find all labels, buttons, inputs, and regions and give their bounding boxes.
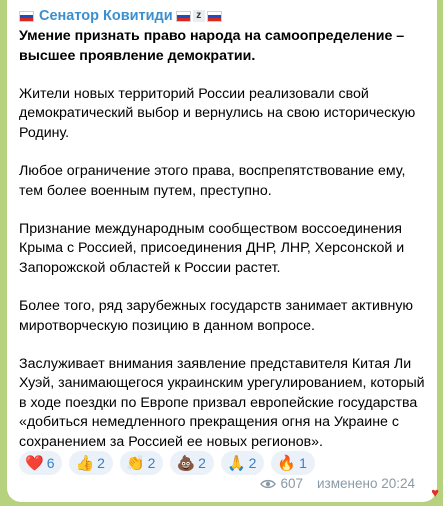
heart-icon[interactable]: ♥	[431, 485, 439, 500]
message-meta	[260, 476, 415, 491]
reaction-poop[interactable]	[170, 451, 213, 475]
message-paragraph: Любое ограничение этого права, воспрепятствование ему, тем более военным путем, преступно.	[19, 162, 406, 199]
channel-name[interactable]: Сенатор Ковитиди	[39, 8, 173, 24]
clapping-hands-icon: 👏	[125, 453, 145, 472]
message-paragraph: Заслуживает внимания заявление представителя Китая Ли Хуэй, занимающегося украинским урегулированием, который в ходе поездки по Европе призвал европейские государства «добиться немедленного прекращения огня на Украине с сохранением за Россией ее новых регионов».	[19, 355, 425, 450]
thumbs-up-icon: 👍	[75, 453, 95, 472]
russian-flag-icon	[207, 11, 222, 22]
heart-icon: ❤️	[25, 453, 44, 472]
reaction-count: 2	[198, 455, 206, 471]
reaction-count: 1	[299, 455, 307, 471]
reaction-fire[interactable]	[271, 451, 314, 475]
message-text	[19, 27, 427, 453]
view-count: 607	[280, 476, 304, 491]
reaction-heart[interactable]	[19, 451, 62, 475]
reaction-pray[interactable]	[221, 451, 264, 475]
z-badge-icon: z	[193, 10, 205, 22]
message-paragraph: Признание международным сообществом воссоединения Крыма с Россией, присоединения ДНР, ЛНР, Херсонской и Запорожской областей к России растет.	[19, 220, 405, 276]
folded-hands-icon: 🙏	[226, 453, 246, 472]
edited-timestamp: изменено 20:24	[317, 476, 415, 491]
poop-icon: 💩	[176, 453, 196, 472]
reactions-bar	[19, 451, 315, 475]
reaction-thumbs-up[interactable]	[69, 451, 112, 475]
channel-header	[19, 7, 427, 25]
message-headline: Умение признать право народа на самоопределение – высшее проявление демократии.	[19, 28, 405, 64]
reaction-count: 6	[46, 455, 55, 471]
russian-flag-icon	[176, 11, 191, 22]
reaction-count: 2	[248, 455, 257, 471]
reaction-clap[interactable]	[120, 451, 163, 475]
reaction-count: 2	[147, 455, 156, 471]
fire-icon: 🔥	[277, 453, 297, 472]
message-paragraph: Жители новых территорий России реализовали свой демократический выбор и вернулись на свою историческую Родину.	[19, 85, 416, 141]
eye-icon	[260, 479, 276, 489]
reaction-count: 2	[97, 455, 105, 471]
message-paragraph: Более того, ряд зарубежных государств занимает активную миротворческую позицию в данном вопросе.	[19, 297, 414, 334]
russian-flag-icon	[19, 11, 34, 22]
message-bubble	[7, 0, 437, 502]
